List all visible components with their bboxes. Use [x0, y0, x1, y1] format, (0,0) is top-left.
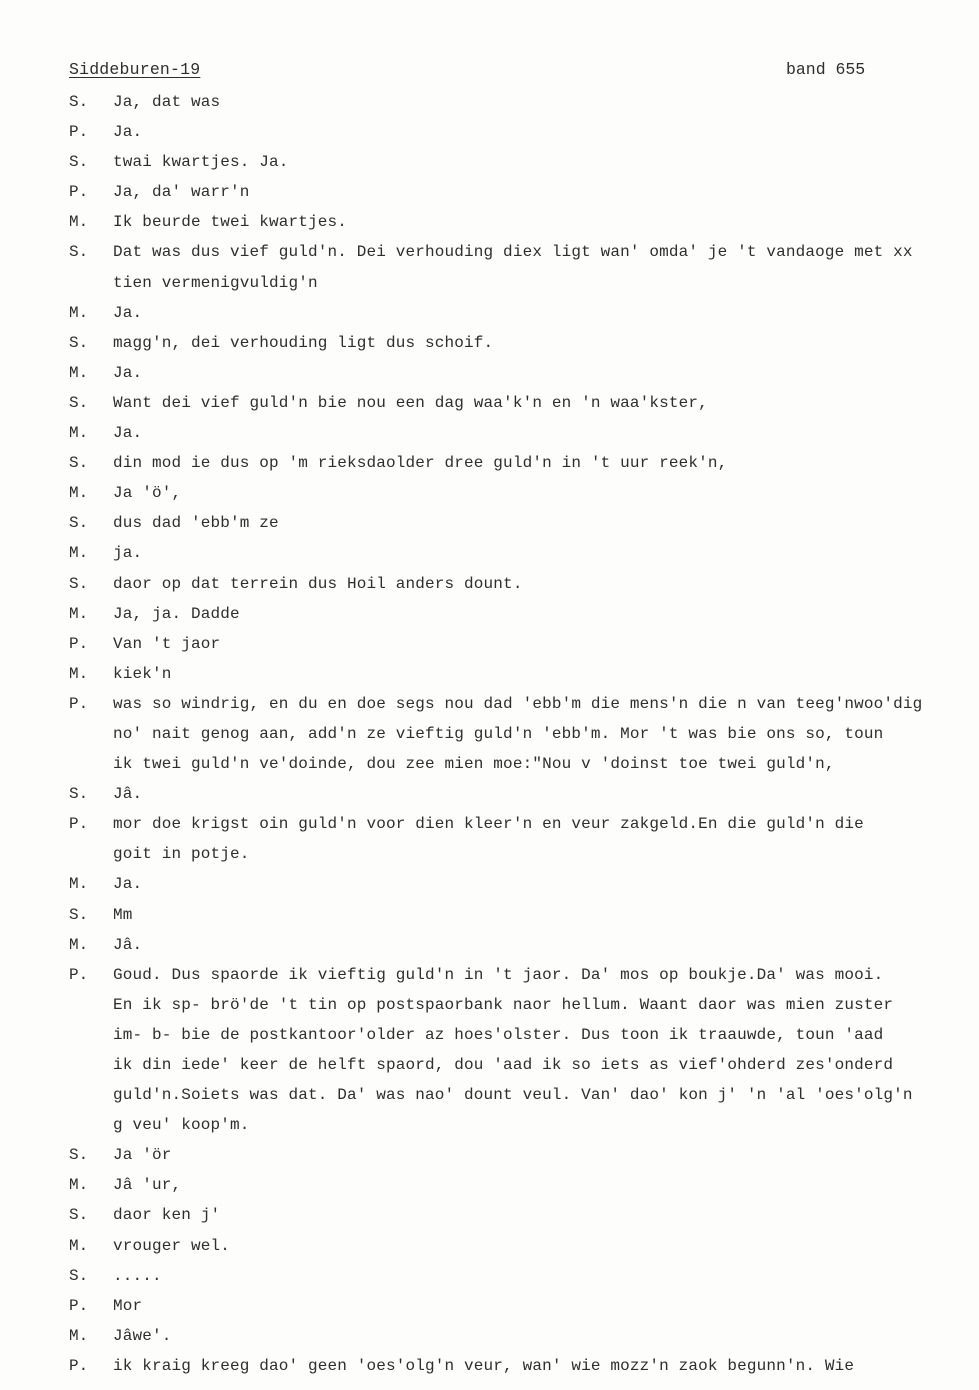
dialogue-turn	[0, 1351, 979, 1381]
utterance-line: Dat was dus vief guld'n. Dei verhouding diex ligt wan' omda' je 't vandaoge met xx	[113, 243, 913, 262]
utterance-line: Ja, da' warr'n	[113, 183, 250, 202]
utterance-line: .....	[113, 1266, 162, 1285]
speaker-label: S.	[69, 514, 89, 533]
dialogue-turn	[0, 809, 979, 869]
dialogue-turn	[0, 779, 979, 809]
dialogue-turn	[0, 508, 979, 538]
utterance-line: ja.	[113, 544, 143, 563]
dialogue-turn	[0, 900, 979, 930]
dialogue-turn	[0, 418, 979, 448]
utterance-line: ik twei guld'n ve'doinde, dou zee mien moe:"Nou v 'doinst toe twei guld'n,	[113, 755, 835, 774]
utterance-line: Ik beurde twei kwartjes.	[113, 213, 348, 232]
utterance-line: Jâ 'ur,	[113, 1176, 182, 1195]
speaker-label: M.	[69, 664, 89, 683]
dialogue-turn	[0, 1200, 979, 1230]
speaker-label: S.	[69, 243, 89, 262]
speaker-label: S.	[69, 454, 89, 473]
utterance-line: g veu' koop'm.	[113, 1116, 250, 1135]
dialogue-turn	[0, 689, 979, 779]
utterance-line: daor ken j'	[113, 1206, 221, 1225]
dialogue-turn	[0, 298, 979, 328]
speaker-label: P.	[69, 183, 89, 202]
utterance-line: din mod ie dus op 'm rieksdaolder dree guld'n in 't uur reek'n,	[113, 454, 728, 473]
utterance-line: Want dei vief guld'n bie nou een dag waa'k'n en 'n waa'kster,	[113, 393, 708, 412]
speaker-label: M.	[69, 484, 89, 503]
speaker-label: S.	[69, 93, 89, 111]
speaker-label: S.	[69, 1146, 89, 1165]
utterance-line: Ja 'ö',	[113, 484, 182, 503]
dialogue-turn	[0, 87, 979, 117]
tape-number: band 655	[786, 60, 866, 79]
dialogue-turn	[0, 328, 979, 358]
speaker-label: P.	[69, 123, 89, 142]
dialogue-turn	[0, 358, 979, 388]
dialogue-turn	[0, 117, 979, 147]
speaker-label: P.	[69, 1296, 89, 1315]
utterance-line: tien vermenigvuldig'n	[113, 273, 318, 292]
utterance-line: vrouger wel.	[113, 1236, 231, 1255]
speaker-label: P.	[69, 1356, 89, 1375]
utterance-line: Ja.	[113, 424, 143, 443]
utterance-line: Ja, ja. Dadde	[113, 604, 240, 623]
speaker-label: M.	[69, 875, 89, 894]
dialogue-turn	[0, 388, 979, 418]
dialogue-turn	[0, 177, 979, 207]
dialogue-turn	[0, 599, 979, 629]
speaker-label: S.	[69, 574, 89, 593]
utterance-line: magg'n, dei verhouding ligt dus schoif.	[113, 333, 494, 352]
speaker-label: M.	[69, 213, 89, 232]
utterance-line: Van 't jaor	[113, 634, 221, 653]
speaker-label: M.	[69, 1326, 89, 1345]
speaker-label: S.	[69, 1206, 89, 1225]
dialogue-turn	[0, 960, 979, 1141]
dialogue-turn	[0, 659, 979, 689]
transcript-body	[0, 87, 979, 1381]
utterance-line: kiek'n	[113, 664, 172, 683]
utterance-line: Jâ.	[113, 785, 143, 804]
utterance-line: dus dad 'ebb'm ze	[113, 514, 279, 533]
speaker-label: P.	[69, 694, 89, 713]
utterance-line: Jâ.	[113, 935, 143, 954]
utterance-line: twai kwartjes. Ja.	[113, 153, 289, 172]
speaker-label: M.	[69, 1236, 89, 1255]
dialogue-turn	[0, 237, 979, 297]
speaker-label: S.	[69, 333, 89, 352]
dialogue-turn	[0, 1231, 979, 1261]
utterance-line: goit in potje.	[113, 845, 250, 864]
utterance-line: En ik sp- brö'de 't tin op postspaorbank naor hellum. Waant daor was mien zuster	[113, 995, 894, 1014]
speaker-label: P.	[69, 634, 89, 653]
utterance-line: no' nait genog aan, add'n ze vieftig guld'n 'ebb'm. Mor 't was bie ons so, toun	[113, 724, 884, 743]
document-title: Siddeburen-19	[69, 60, 201, 79]
dialogue-turn	[0, 569, 979, 599]
utterance-line: mor doe krigst oin guld'n voor dien kleer'n en veur zakgeld.En die guld'n die	[113, 815, 864, 834]
utterance-line: ik kraig kreeg dao' geen 'oes'olg'n veur, wan' wie mozz'n zaok begunn'n. Wie	[113, 1356, 855, 1375]
utterance-line: ik din iede' keer de helft spaord, dou 'aad ik so iets as vief'ohderd zes'onderd	[113, 1056, 894, 1074]
utterance-line: Ja.	[113, 875, 143, 894]
dialogue-turn	[0, 1140, 979, 1170]
utterance-line: Mor	[113, 1296, 143, 1315]
utterance-line: was so windrig, en du en doe segs nou dad 'ebb'm die mens'n die n van teeg'nwoo'dig	[113, 694, 923, 713]
utterance-line: Ja, dat was	[113, 93, 221, 111]
speaker-label: M.	[69, 424, 89, 443]
dialogue-turn	[0, 1321, 979, 1351]
dialogue-turn	[0, 869, 979, 899]
dialogue-turn	[0, 478, 979, 508]
utterance-line: Mm	[113, 905, 133, 924]
dialogue-turn	[0, 629, 979, 659]
speaker-label: S.	[69, 905, 89, 924]
dialogue-turn	[0, 448, 979, 478]
dialogue-turn	[0, 1261, 979, 1291]
utterance-line: Ja.	[113, 123, 143, 142]
utterance-line: Ja 'ör	[113, 1146, 172, 1165]
speaker-label: M.	[69, 544, 89, 563]
speaker-label: S.	[69, 153, 89, 172]
utterance-line: Ja.	[113, 363, 143, 382]
speaker-label: P.	[69, 965, 89, 984]
dialogue-turn	[0, 207, 979, 237]
speaker-label: M.	[69, 363, 89, 382]
speaker-label: M.	[69, 604, 89, 623]
speaker-label: M.	[69, 1176, 89, 1195]
utterance-line: Jâwe'.	[113, 1326, 172, 1345]
utterance-line: Goud. Dus spaorde ik vieftig guld'n in 't jaor. Da' mos op boukje.Da' was mooi.	[113, 965, 884, 984]
speaker-label: M.	[69, 303, 89, 322]
dialogue-turn	[0, 538, 979, 568]
speaker-label: P.	[69, 815, 89, 834]
dialogue-turn	[0, 1291, 979, 1321]
utterance-line: Ja.	[113, 303, 143, 322]
dialogue-turn	[0, 930, 979, 960]
utterance-line: im- b- bie de postkantoor'older az hoes'olster. Dus toon ik traauwde, toun 'aad	[113, 1025, 884, 1044]
speaker-label: S.	[69, 785, 89, 804]
utterance-line: guld'n.Soiets was dat. Da' was nao' dount veul. Van' dao' kon j' 'n 'al 'oes'olg'n	[113, 1086, 913, 1105]
speaker-label: S.	[69, 393, 89, 412]
dialogue-turn	[0, 1170, 979, 1200]
utterance-line: daor op dat terrein dus Hoil anders dount.	[113, 574, 523, 593]
speaker-label: S.	[69, 1266, 89, 1285]
dialogue-turn	[0, 147, 979, 177]
speaker-label: M.	[69, 935, 89, 954]
